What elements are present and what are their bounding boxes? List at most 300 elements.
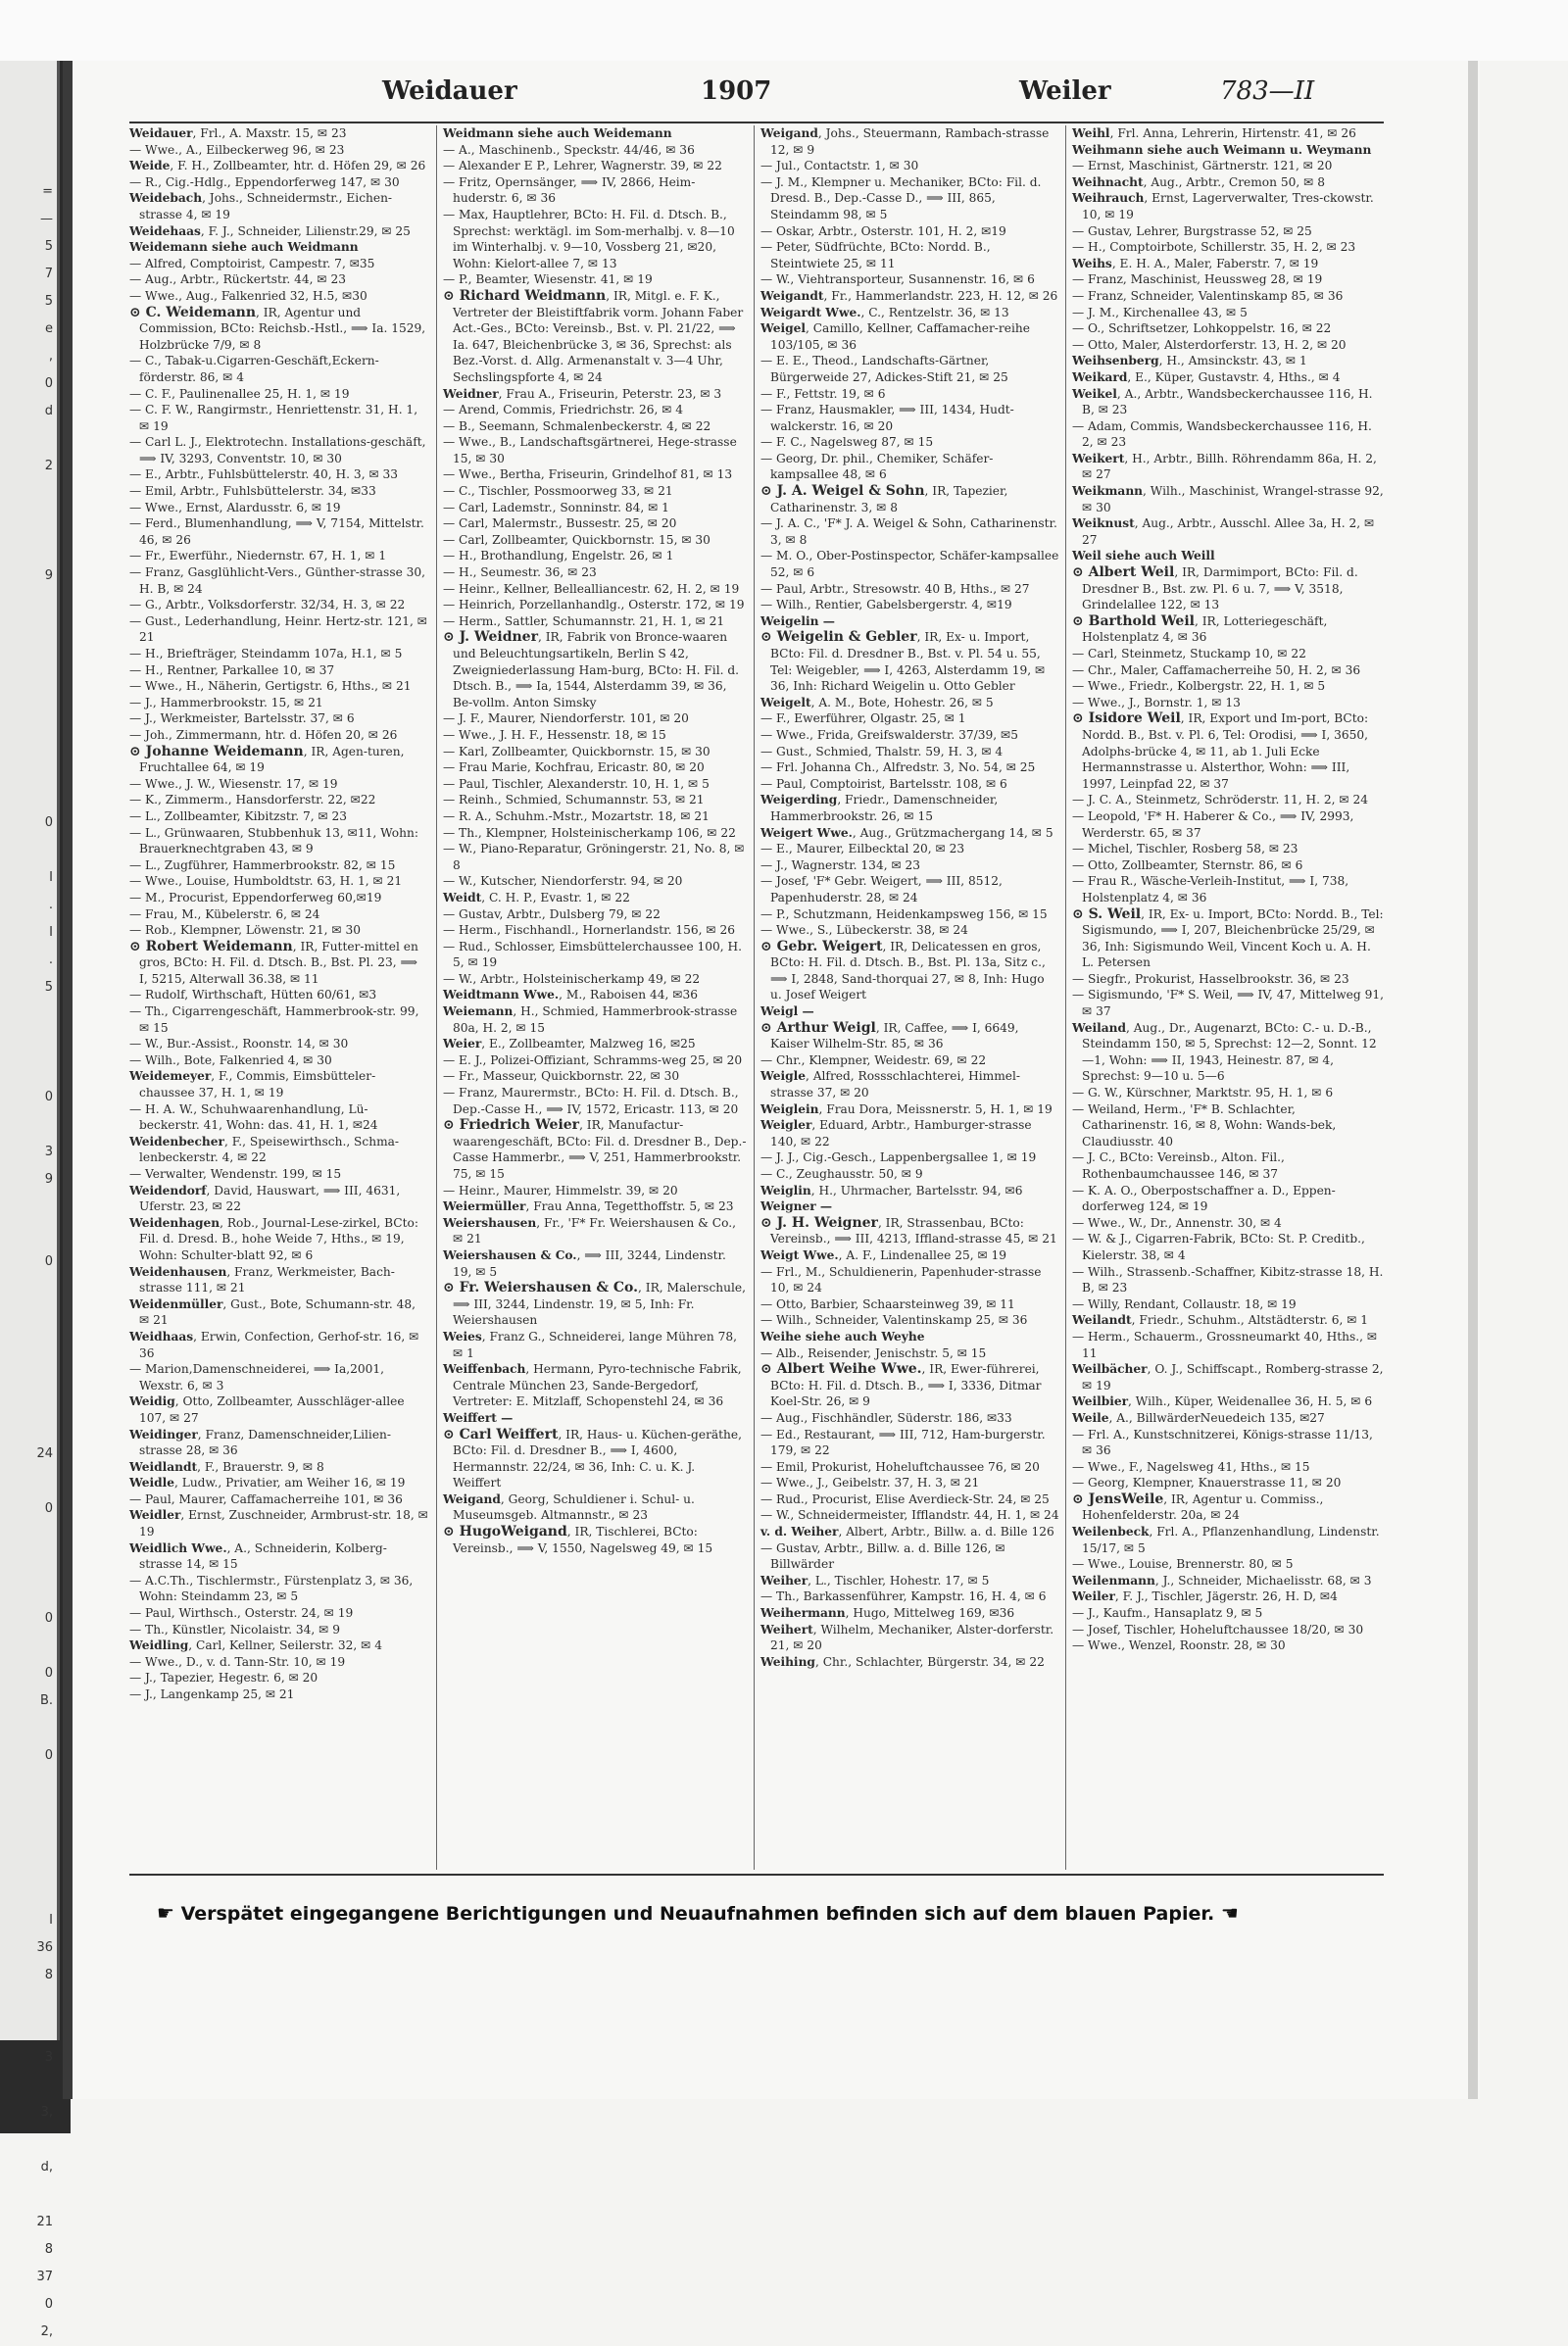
directory-entry: Weiffert — xyxy=(443,1410,514,1425)
previous-page-fragment xyxy=(0,1523,57,1550)
directory-entry: — W., Viehtransporteur, Susannenstr. 16, ✉ 6 xyxy=(760,272,1035,287)
directory-entry: Weidehaas, F. J., Schneider, Lilienstr.29, ✉ 25 xyxy=(129,223,411,238)
directory-entry: — Frau, M., Kübelerstr. 6, ✉ 24 xyxy=(129,906,320,921)
directory-entry: ⊙ J. A. Weigel & Sohn, IR, Tapezier, Catharinenstr. 3, ✉ 8 xyxy=(760,483,1008,514)
directory-entry: Weigle, Alfred, Rossschlachterei, Himmel-strasse 37, ✉ 20 xyxy=(760,1069,1020,1100)
previous-page-fragment: 37 xyxy=(36,2270,53,2284)
directory-entry: — Wwe., Bertha, Friseurin, Grindelhof 81, ✉ 13 xyxy=(443,467,733,482)
directory-entry: — Th., Klempner, Holsteinischerkamp 106, ✉ 22 xyxy=(443,825,736,840)
previous-page-fragment: 0 xyxy=(44,1090,53,1104)
directory-entry: — Chr., Klempner, Weidestr. 69, ✉ 22 xyxy=(760,1052,987,1067)
directory-entry: — Frau R., Wäsche-Verleih-Institut, ⟹ I, 738, Holstenplatz 4, ✉ 36 xyxy=(1072,874,1349,904)
directory-entry: — Herm., Fischhandl., Hornerlandstr. 156, ✉ 26 xyxy=(443,923,735,938)
directory-entry: — Emil, Arbtr., Fuhlsbüttelerstr. 34, ✉33 xyxy=(129,484,376,499)
directory-entry: — E., Arbtr., Fuhlsbüttelerstr. 40, H. 3, ✉ 33 xyxy=(129,467,399,482)
directory-entry: — Carl, Malermstr., Bussestr. 25, ✉ 20 xyxy=(443,516,677,531)
directory-entry: — G. W., Kürschner, Marktstr. 95, H. 1, ✉ 6 xyxy=(1072,1086,1334,1100)
directory-entry: Weihmann siehe auch Weimann u. Weymann xyxy=(1072,142,1372,157)
previous-page-fragment: 5 xyxy=(44,239,53,254)
directory-entry: — K. A. O., Oberpostschaffner a. D., Eppen-dorferweg 124, ✉ 19 xyxy=(1072,1183,1336,1214)
directory-entry: Weidtmann Wwe., M., Raboisen 44, ✉36 xyxy=(443,988,698,1002)
previous-page-fragment xyxy=(0,508,57,535)
header-rule xyxy=(129,122,1384,123)
previous-page-fragment xyxy=(0,535,57,562)
directory-entry: ⊙ S. Weil, IR, Ex- u. Import, BCto: Nordd. B., Tel: Sigismundo, ⟹ I, 207, Bleichenbrücke 25/29, ✉ 36, Inh: Sigismundo Weil, Vincent Koch u. A. H. L. Petersen xyxy=(1072,905,1384,970)
directory-entry: — Wwe., Ernst, Alardusstr. 6, ✉ 19 xyxy=(129,500,341,514)
previous-page-fragment xyxy=(0,590,57,617)
directory-entry: Weihnacht, Aug., Arbtr., Cremon 50, ✉ 8 xyxy=(1072,174,1325,189)
previous-page-fragment: I xyxy=(49,870,53,885)
directory-column-1 xyxy=(129,125,428,1870)
directory-entry: — Frau Marie, Kochfrau, Ericastr. 80, ✉ 20 xyxy=(443,760,705,775)
directory-entry: — Ed., Restaurant, ⟹ III, 712, Ham-burgerstr. 179, ✉ 22 xyxy=(760,1427,1046,1458)
directory-entry: — Jul., Contactstr. 1, ✉ 30 xyxy=(760,159,919,173)
directory-entry: — W., Bur.-Assist., Roonstr. 14, ✉ 30 xyxy=(129,1037,349,1051)
directory-entry: — Joh., Zimmermann, htr. d. Höfen 20, ✉ 26 xyxy=(129,727,398,742)
directory-entry: ⊙ Arthur Weigl, IR, Caffee, ⟹ I, 6649, Kaiser Wilhelm-Str. 85, ✉ 36 xyxy=(760,1019,1019,1051)
previous-page-fragment xyxy=(0,1880,57,1907)
directory-entry: — E. E., Theod., Landschafts-Gärtner, Bürgerweide 27, Adickes-Stift 21, ✉ 25 xyxy=(760,354,1008,384)
footer-notice-text: Verspätet eingegangene Berichtigungen und Neuaufnahmen befinden sich auf dem blauen Papier. xyxy=(180,1903,1215,1925)
directory-entry: — W., Arbtr., Holsteinischerkamp 49, ✉ 22 xyxy=(443,971,701,986)
directory-entry: — E. J., Polizei-Offiziant, Schramms-weg 25, ✉ 20 xyxy=(443,1052,743,1067)
directory-entry: — Reinh., Schmied, Schumannstr. 53, ✉ 21 xyxy=(443,793,705,807)
previous-page-fragment: I xyxy=(49,925,53,940)
previous-page-fragment: 8 xyxy=(44,2242,53,2257)
directory-entry: — Marion,Damenschneiderei, ⟹ Ia,2001, Wexstr. 6, ✉ 3 xyxy=(129,1362,385,1393)
directory-entry: — A.C.Th., Tischlermstr., Fürstenplatz 3, ✉ 36, Wohn: Steindamm 23, ✉ 5 xyxy=(129,1573,414,1604)
previous-page-fragment: 24 xyxy=(36,1446,53,1461)
directory-entry: — J., Wagnerstr. 134, ✉ 23 xyxy=(760,857,921,872)
directory-entry: — Herm., Schauerm., Grossneumarkt 40, Hths., ✉ 11 xyxy=(1072,1329,1378,1360)
directory-entry: Weihsenberg, H., Amsinckstr. 43, ✉ 1 xyxy=(1072,354,1307,368)
previous-page-fragment xyxy=(0,1002,57,1029)
directory-entry: Weide, F. H., Zollbeamter, htr. d. Höfen 29, ✉ 26 xyxy=(129,159,426,173)
previous-page-fragment: 5 xyxy=(44,294,53,309)
directory-entry: Weil siehe auch Weill xyxy=(1072,549,1215,563)
directory-entry: Weiffenbach, Hermann, Pyro-technische Fabrik, Centrale München 23, Sande-Bergedorf, Vertreter: E. Mitzlaff, Schopenstehl 24, ✉ 36 xyxy=(443,1362,742,1409)
directory-entry: — Frl. A., Kunstschnitzerei, Königs-strasse 11/13, ✉ 36 xyxy=(1072,1427,1373,1458)
directory-entry: — Wwe., J. H. F., Hessenstr. 18, ✉ 15 xyxy=(443,727,666,742)
directory-entry: Weilbächer, O. J., Schiffscapt., Romberg-strasse 2, ✉ 19 xyxy=(1072,1362,1384,1393)
previous-page-fragment: 9 xyxy=(44,568,53,583)
directory-entry: Weidig, Otto, Zollbeamter, Ausschläger-allee 107, ✉ 27 xyxy=(129,1394,405,1425)
directory-entry: — Fr., Masseur, Quickbornstr. 22, ✉ 30 xyxy=(443,1069,680,1084)
directory-entry: Weihs, E. H. A., Maler, Faberstr. 7, ✉ 19 xyxy=(1072,256,1319,270)
directory-entry: — J. C., BCto: Vereinsb., Alton. Fil., Rothenbaumchaussee 146, ✉ 37 xyxy=(1072,1150,1285,1181)
directory-entry: — Wwe., Frida, Greifswalderstr. 37/39, ✉5 xyxy=(760,727,1018,742)
directory-entry: — Peter, Südfrüchte, BCto: Nordd. B., Steintwiete 25, ✉ 11 xyxy=(760,240,991,270)
previous-page-fragment xyxy=(0,782,57,809)
directory-entry: — F., Ewerführer, Olgastr. 25, ✉ 1 xyxy=(760,711,966,726)
directory-entry: — Chr., Maler, Caffamacherreihe 50, H. 2, ✉ 36 xyxy=(1072,662,1361,677)
directory-entry: — Franz, Maurermstr., BCto: H. Fil. d. Dtsch. B., Dep.-Casse H., ⟹ IV, 1572, Ericastr. 113, ✉ 20 xyxy=(443,1086,739,1116)
directory-entry: — Wilh., Strassenb.-Schaffner, Kibitz-strasse 18, H. B, ✉ 23 xyxy=(1072,1264,1384,1295)
directory-entry: Weiler, F. J., Tischler, Jägerstr. 26, H. D, ✉4 xyxy=(1072,1589,1338,1604)
directory-entry: ⊙ Johanne Weidemann, IR, Agen-turen, Fruchtallee 64, ✉ 19 xyxy=(129,743,405,775)
directory-entry: — J. J., Cig.-Gesch., Lappenbergsallee 1, ✉ 19 xyxy=(760,1150,1037,1165)
directory-entry: Weigelin — xyxy=(760,613,835,628)
directory-column-4 xyxy=(1072,125,1384,1870)
directory-entry: — Carl L. J., Elektrotechn. Installations-geschäft, ⟹ IV, 3293, Conventstr. 10, ✉ 30 xyxy=(129,435,426,465)
previous-page-fragment xyxy=(0,2181,57,2209)
directory-entry: Weigardt Wwe., C., Rentzelstr. 36, ✉ 13 xyxy=(760,305,1009,319)
directory-entry: Weidinger, Franz, Damenschneider,Lilien-strasse 28, ✉ 36 xyxy=(129,1427,391,1458)
directory-entry: — H. A. W., Schuhwaarenhandlung, Lü-beckerstr. 41, Wohn: das. 41, H. 1, ✉24 xyxy=(129,1101,378,1133)
directory-entry: — J., Langenkamp 25, ✉ 21 xyxy=(129,1687,295,1701)
directory-entry: Weilandt, Friedr., Schuhm., Altstädterstr. 6, ✉ 1 xyxy=(1072,1313,1369,1328)
directory-entry: — H., Briefträger, Steindamm 107a, H.1, ✉ 5 xyxy=(129,647,403,660)
previous-page-fragment: 0 xyxy=(44,1501,53,1516)
directory-entry: ⊙ Weigelin & Gebler, IR, Ex- u. Import, BCto: Fil. d. Dresdner B., Bst. v. Pl. 54 u. 55, Tel: Weigebler, ⟹ I, 4263, Alsterdamm 19, ✉ 36, Inh: Richard Weigelin u. Otto Gebler xyxy=(760,629,1046,694)
directory-entry: — Th., Künstler, Nicolaistr. 34, ✉ 9 xyxy=(129,1622,340,1637)
directory-entry: — Karl, Zollbeamter, Quickbornstr. 15, ✉ 30 xyxy=(443,744,710,758)
directory-entry: Weiemann, H., Schmied, Hammerbrook-strasse 80a, H. 2, ✉ 15 xyxy=(443,1004,738,1035)
directory-entry: Weigand, Johs., Steuermann, Rambach-strasse 12, ✉ 9 xyxy=(760,126,1050,157)
directory-entry: — Siegfr., Prokurist, Hasselbrookstr. 36, ✉ 23 xyxy=(1072,971,1349,986)
directory-entry: — Otto, Barbier, Schaarsteinweg 39, ✉ 11 xyxy=(760,1296,1015,1311)
previous-page-fragment: 2, xyxy=(40,2324,53,2339)
directory-entry: — Otto, Maler, Alsterdorferstr. 13, H. 2, ✉ 20 xyxy=(1072,337,1347,352)
directory-entry: — C., Tabak-u.Cigarren-Geschäft,Eckern-förderstr. 86, ✉ 4 xyxy=(129,354,379,384)
directory-entry: — Franz, Hausmakler, ⟹ III, 1434, Hudt-walckerstr. 16, ✉ 20 xyxy=(760,403,1014,433)
directory-entry: — Wwe., H., Näherin, Gertigstr. 6, Hths., ✉ 21 xyxy=(129,679,412,694)
directory-entry: Weidebach, Johs., Schneidermstr., Eichen-strasse 4, ✉ 19 xyxy=(129,191,393,221)
directory-entry: Weigerding, Friedr., Damenschneider, Hammerbrookstr. 26, ✉ 15 xyxy=(760,793,999,823)
directory-entry: Weigel, Camillo, Kellner, Caffamacher-reihe 103/105, ✉ 36 xyxy=(760,321,1030,352)
directory-entry: — R. A., Schuhm.-Mstr., Mozartstr. 18, ✉ 21 xyxy=(443,808,710,823)
directory-entry: — F. C., Nagelsweg 87, ✉ 15 xyxy=(760,435,934,450)
previous-page-fragment xyxy=(0,480,57,508)
directory-entry: Weigand, Georg, Schuldiener i. Schul- u. Museumsgeb. Altmannstr., ✉ 23 xyxy=(443,1491,695,1523)
directory-entry: Weilenbeck, Frl. A., Pflanzenhandlung, Lindenstr. 15/17, ✉ 5 xyxy=(1072,1525,1380,1555)
header-right-keyword: Weiler xyxy=(1019,76,1111,106)
directory-entry: Weihert, Wilhelm, Mechaniker, Alster-dorferstr. 21, ✉ 20 xyxy=(760,1622,1054,1653)
directory-entry: Weiher, L., Tischler, Hohestr. 17, ✉ 5 xyxy=(760,1573,990,1588)
directory-entry: — J., Tapezier, Hegestr. 6, ✉ 20 xyxy=(129,1671,318,1686)
column-separator xyxy=(1065,125,1066,1870)
directory-entry: — Ernst, Maschinist, Gärtnerstr. 121, ✉ 20 xyxy=(1072,159,1333,173)
directory-column-3 xyxy=(760,125,1059,1870)
directory-entry: Weidemann siehe auch Weidmann xyxy=(129,240,359,255)
page-header xyxy=(59,76,1431,116)
previous-page-fragment xyxy=(0,645,57,672)
previous-page-fragment xyxy=(0,1797,57,1825)
directory-entry: — Michel, Tischler, Rosberg 58, ✉ 23 xyxy=(1072,842,1298,856)
directory-entry: ⊙ Robert Weidemann, IR, Futter-mittel en gros, BCto: H. Fil. d. Dtsch. B., Bst. Pl. 23, ⟹ I, 5215, Alterwall 36.38, ✉ 11 xyxy=(129,938,418,986)
directory-entry: Weihl, Frl. Anna, Lehrerin, Hirtenstr. 41, ✉ 26 xyxy=(1072,126,1356,140)
directory-entry: — Max, Hauptlehrer, BCto: H. Fil. d. Dtsch. B., Sprechst: werktägl. im Som-merhalbj. v. 8—10 im Winterhalbj. v. 9—10, Vossberg 21, ✉20, Wohn: Kielort-allee 7, ✉ 13 xyxy=(443,207,735,270)
directory-entry: — H., Seumestr. 36, ✉ 23 xyxy=(443,565,597,580)
directory-entry: — Wwe., Friedr., Kolbergstr. 22, H. 1, ✉ 5 xyxy=(1072,679,1326,694)
directory-entry: Weikert, H., Arbtr., Billh. Röhrendamm 86a, H. 2, ✉ 27 xyxy=(1072,451,1377,482)
directory-entry: — Gustav, Arbtr., Billw. a. d. Bille 126, ✉ Billwärder xyxy=(760,1540,1005,1572)
previous-page-fragment: . xyxy=(48,953,53,967)
previous-page-fragment: 0 xyxy=(44,1666,53,1681)
directory-entry: — Wwe., Louise, Humboldtstr. 63, H. 1, ✉ 21 xyxy=(129,874,403,889)
previous-page-fragment xyxy=(0,755,57,782)
directory-entry: — E., Maurer, Eilbecktal 20, ✉ 23 xyxy=(760,842,965,856)
directory-entry: — Otto, Zollbeamter, Sternstr. 86, ✉ 6 xyxy=(1072,857,1303,872)
previous-page-fragment: 21 xyxy=(36,2215,53,2229)
directory-entry: — Franz, Maschinist, Heussweg 28, ✉ 19 xyxy=(1072,272,1323,287)
previous-page-fragment xyxy=(0,727,57,755)
directory-entry: — Carl, Zollbeamter, Quickbornstr. 15, ✉ 30 xyxy=(443,532,710,547)
directory-entry: Weikmann, Wilh., Maschinist, Wrangel-strasse 92, ✉ 30 xyxy=(1072,484,1384,514)
directory-entry: — Georg, Dr. phil., Chemiker, Schäfer-kampsallee 48, ✉ 6 xyxy=(760,451,994,482)
previous-page-fragment: 0 xyxy=(44,2297,53,2312)
directory-entry: Weidlandt, F., Brauerstr. 9, ✉ 8 xyxy=(129,1459,324,1474)
directory-entry: — Rudolf, Wirthschaft, Hütten 60/61, ✉3 xyxy=(129,988,377,1002)
directory-entry: — F., Fettstr. 19, ✉ 6 xyxy=(760,386,886,401)
directory-entry: — Alfred, Comptoirist, Campestr. 7, ✉35 xyxy=(129,256,375,270)
directory-entry: — Wwe., J., Bornstr. 1, ✉ 13 xyxy=(1072,695,1241,709)
directory-entry: — Th., Barkassenführer, Kampstr. 16, H. 4, ✉ 6 xyxy=(760,1589,1047,1604)
previous-page-fragment xyxy=(0,1386,57,1413)
directory-entry: — K., Zimmerm., Hansdorferstr. 22, ✉22 xyxy=(129,793,376,807)
previous-page-fragment xyxy=(0,1413,57,1441)
previous-page-fragment xyxy=(0,1825,57,1852)
directory-entry: — M. O., Ober-Postinspector, Schäfer-kampsallee 52, ✉ 6 xyxy=(760,549,1059,580)
scanner-top-margin xyxy=(0,0,1568,61)
previous-page-fragment xyxy=(0,617,57,645)
directory-entry: Weilenmann, J., Schneider, Michaelisstr. 68, ✉ 3 xyxy=(1072,1573,1372,1588)
previous-page-fragment: 0 xyxy=(44,1254,53,1269)
directory-entry: — B., Seemann, Schmalenbeckerstr. 4, ✉ 22 xyxy=(443,418,711,433)
directory-entry: — Paul, Maurer, Caffamacherreihe 101, ✉ 36 xyxy=(129,1491,403,1506)
directory-entry: — Josef, Tischler, Hoheluftchaussee 18/20, ✉ 30 xyxy=(1072,1622,1364,1637)
directory-entry: — C. F. W., Rangirmstr., Henriettenstr. 31, H. 1, ✉ 19 xyxy=(129,403,418,433)
directory-entry: Weigl — xyxy=(760,1004,814,1019)
column-separator xyxy=(436,125,437,1870)
directory-entry: — Paul, Tischler, Alexanderstr. 10, H. 1, ✉ 5 xyxy=(443,776,710,791)
page-right-edge xyxy=(1468,61,1478,2099)
directory-entry: — J., Kaufm., Hansaplatz 9, ✉ 5 xyxy=(1072,1606,1263,1621)
header-left-keyword: Weidauer xyxy=(382,76,517,106)
directory-entry: — R., Cig.-Hdlg., Eppendorferweg 147, ✉ 30 xyxy=(129,174,400,189)
directory-entry: Weiershausen & Co., ⟹ III, 3244, Lindenstr. 19, ✉ 5 xyxy=(443,1247,726,1279)
directory-entry: — Rud., Procurist, Elise Averdieck-Str. 24, ✉ 25 xyxy=(760,1491,1050,1506)
previous-page-fragment: 0 xyxy=(44,1748,53,1763)
previous-page-fragment xyxy=(0,1221,57,1248)
directory-entry: Weidler, Ernst, Zuschneider, Armbrust-str. 18, ✉ 19 xyxy=(129,1508,428,1540)
directory-entry: — Wwe., W., Dr., Annenstr. 30, ✉ 4 xyxy=(1072,1215,1282,1230)
directory-entry: — W., Piano-Reparatur, Gröningerstr. 21, No. 8, ✉ 8 xyxy=(443,842,745,872)
previous-page-fragment xyxy=(0,1550,57,1578)
directory-entry: — Wwe., F., Nagelsweg 41, Hths., ✉ 15 xyxy=(1072,1459,1310,1474)
footer-notice xyxy=(157,1901,1382,1925)
directory-entry: Weidhaas, Erwin, Confection, Gerhof-str. 16, ✉ 36 xyxy=(129,1329,419,1360)
directory-entry: — H., Rentner, Parkallee 10, ✉ 37 xyxy=(129,662,335,677)
previous-page-fragment xyxy=(0,1852,57,1880)
directory-entry: — Franz, Gasglühlicht-Vers., Günther-strasse 30, H. B, ✉ 24 xyxy=(129,565,426,596)
directory-entry: Weidemeyer, F., Commis, Eimsbütteler-chaussee 37, H. 1, ✉ 19 xyxy=(129,1069,376,1100)
directory-entry: — Georg, Klempner, Knauerstrasse 11, ✉ 20 xyxy=(1072,1476,1342,1491)
previous-page-fragment xyxy=(0,2072,57,2099)
directory-entry: — W., Kutscher, Niendorferstr. 94, ✉ 20 xyxy=(443,874,683,889)
directory-entry: — Ferd., Blumenhandlung, ⟹ V, 7154, Mittelstr. 46, ✉ 26 xyxy=(129,516,424,547)
previous-page-fragment xyxy=(0,1029,57,1056)
directory-entry: — Gust., Lederhandlung, Heinr. Hertz-str. 121, ✉ 21 xyxy=(129,613,428,645)
directory-entry: — Verwalter, Wendenstr. 199, ✉ 15 xyxy=(129,1167,342,1181)
directory-entry: — J. M., Klempner u. Mechaniker, BCto: Fil. d. Dresd. B., Dep.-Casse D., ⟹ III, 865, Steindamm 98, ✉ 5 xyxy=(760,174,1042,221)
directory-entry: — J. F., Maurer, Niendorferstr. 101, ✉ 20 xyxy=(443,711,689,726)
directory-entry: — Oskar, Arbtr., Osterstr. 101, H. 2, ✉19 xyxy=(760,223,1006,238)
previous-page-fragment xyxy=(0,1715,57,1742)
directory-entry: Weigelt, A. M., Bote, Hohestr. 26, ✉ 5 xyxy=(760,695,994,709)
directory-entry: Weidmann siehe auch Weidemann xyxy=(443,126,672,140)
previous-page-fragment: 36 xyxy=(36,1940,53,1955)
previous-page-fragment xyxy=(0,1468,57,1495)
directory-entry: Weidenhagen, Rob., Journal-Lese-zirkel, BCto: Fil. d. Dresd. B., hohe Weide 7, Hths., ✉ 19, Wohn: Schulter-blatt 92, ✉ 6 xyxy=(129,1215,418,1262)
previous-page-fragment: I xyxy=(49,1913,53,1928)
directory-entry: ⊙ Carl Weiffert, IR, Haus- u. Küchen-geräthe, BCto: Fil. d. Dresdner B., ⟹ I, 4600, Hermannstr. 22/24, ✉ 36, Inh: C. u. K. J. Weiffert xyxy=(443,1426,742,1491)
directory-entry: Weies, Franz G., Schneiderei, lange Mühren 78, ✉ 1 xyxy=(443,1329,737,1360)
directory-entry: Weidner, Frau A., Friseurin, Peterstr. 23, ✉ 3 xyxy=(443,386,722,401)
header-page-number: 783—II xyxy=(1220,76,1315,106)
directory-entry: Weiglein, Frau Dora, Meissnerstr. 5, H. 1, ✉ 19 xyxy=(760,1101,1053,1116)
directory-entry: — J. A. C., 'F* J. A. Weigel & Sohn, Catharinenstr. 3, ✉ 8 xyxy=(760,516,1057,547)
directory-entry: — Adam, Commis, Wandsbeckerchaussee 116, H. 2, ✉ 23 xyxy=(1072,418,1372,450)
directory-entry: — Sigismundo, 'F* S. Weil, ⟹ IV, 47, Mittelweg 91, ✉ 37 xyxy=(1072,988,1384,1019)
directory-entry: — A., Maschinenb., Speckstr. 44/46, ✉ 36 xyxy=(443,142,695,157)
directory-entry: Weihermann, Hugo, Mittelweg 169, ✉36 xyxy=(760,1606,1015,1621)
directory-entry: — Alexander E P., Lehrer, Wagnerstr. 39, ✉ 22 xyxy=(443,159,722,173)
directory-entry: Weikel, A., Arbtr., Wandsbeckerchaussee 116, H. B, ✉ 23 xyxy=(1072,386,1373,417)
directory-entry: ⊙ Albert Weihe Wwe., IR, Ewer-führerei, BCto: H. Fil. d. Dtsch. B., ⟹ I, 3336, Ditmar Koel-Str. 26, ✉ 9 xyxy=(760,1361,1042,1409)
directory-entry: ⊙ JensWeile, IR, Agentur u. Commiss., Hohenfelderstr. 20a, ✉ 24 xyxy=(1072,1491,1324,1523)
directory-entry: — Willy, Rendant, Collaustr. 18, ✉ 19 xyxy=(1072,1296,1297,1311)
directory-entry: — C. F., Paulinenallee 25, H. 1, ✉ 19 xyxy=(129,386,350,401)
directory-entry: — P., Beamter, Wiesenstr. 41, ✉ 19 xyxy=(443,272,653,287)
previous-page-fragment: 3, xyxy=(40,2105,53,2120)
directory-entry: — Paul, Wirthsch., Osterstr. 24, ✉ 19 xyxy=(129,1606,354,1621)
previous-page-fragment: — xyxy=(40,212,53,226)
directory-entry: — Wwe., S., Lübeckerstr. 38, ✉ 24 xyxy=(760,923,968,938)
directory-entry: — J., Werkmeister, Bartelsstr. 37, ✉ 6 xyxy=(129,711,355,726)
directory-entry: ⊙ Richard Weidmann, IR, Mitgl. e. F. K., Vertreter der Bleistiftfabrik vorm. Johann Faber Act.-Ges., BCto: Vereinsb., Bst. v. Pl. 21/22, ⟹ Ia. 647, Bleichenbrücke 3, ✉ 36, Sprechst: als Bez.-Vorst. d. Allg. Armenanstalt v. 3—4 Uhr, Sechslingspforte 4, ✉ 24 xyxy=(443,287,744,384)
previous-page-fragment: 2 xyxy=(44,459,53,473)
directory-entry: — Gustav, Arbtr., Dulsberg 79, ✉ 22 xyxy=(443,906,661,921)
directory-entry: Weier, E., Zollbeamter, Malzweg 16, ✉25 xyxy=(443,1037,696,1051)
column-separator xyxy=(754,125,755,1870)
directory-entry: — Heinr., Maurer, Himmelstr. 39, ✉ 20 xyxy=(443,1183,678,1197)
directory-entry: — C., Tischler, Possmoorweg 33, ✉ 21 xyxy=(443,484,673,499)
directory-entry: — Carl, Steinmetz, Stuckamp 10, ✉ 22 xyxy=(1072,647,1306,660)
directory-entry: — Alb., Reisender, Jenischstr. 5, ✉ 15 xyxy=(760,1345,987,1360)
directory-entry: — Frl., M., Schuldienerin, Papenhuder-strasse 10, ✉ 24 xyxy=(760,1264,1042,1295)
directory-entry: — J., Hammerbrookstr. 15, ✉ 21 xyxy=(129,695,323,709)
directory-entry: — Fritz, Opernsänger, ⟹ IV, 2866, Heim-huderstr. 6, ✉ 36 xyxy=(443,174,696,206)
pointing-hand-left-icon: ☛ xyxy=(157,1901,174,1925)
previous-page-fragment: , xyxy=(48,349,53,364)
previous-page-fragment: 0 xyxy=(44,1611,53,1626)
directory-entry: ⊙ Friedrich Weier, IR, Manufactur-waarengeschäft, BCto: Fil. d. Dresdner B., Dep.-Casse Hammerbr., ⟹ V, 251, Hammerbrookstr. 75, ✉ 15 xyxy=(443,1117,747,1181)
directory-entry: — Wilh., Rentier, Gabelsbergerstr. 4, ✉19 xyxy=(760,598,1012,612)
directory-entry: — Wwe., J. W., Wiesenstr. 17, ✉ 19 xyxy=(129,776,338,791)
directory-entry: — Franz, Schneider, Valentinskamp 85, ✉ 36 xyxy=(1072,288,1344,303)
previous-page-fragment: 3 xyxy=(44,2050,53,2065)
directory-entry: Weiknust, Aug., Arbtr., Ausschl. Allee 3a, H. 2, ✉ 27 xyxy=(1072,516,1375,547)
directory-entry: — Wwe., B., Landschaftsgärtnerei, Hege-strasse 15, ✉ 30 xyxy=(443,435,737,465)
directory-entry: Weiershausen, Fr., 'F* Fr. Weiershausen & Co., ✉ 21 xyxy=(443,1215,737,1246)
directory-entry: Weiglin, H., Uhrmacher, Bartelsstr. 94, ✉6 xyxy=(760,1183,1023,1197)
directory-entry: — Aug., Fischhändler, Süderstr. 186, ✉33 xyxy=(760,1410,1012,1425)
directory-entry: Weihrauch, Ernst, Lagerverwalter, Tres-ckowstr. 10, ✉ 19 xyxy=(1072,191,1374,221)
previous-page-fragment: = xyxy=(42,184,53,199)
directory-entry: — L., Zugführer, Hammerbrookstr. 82, ✉ 15 xyxy=(129,857,396,872)
directory-entry: — Wwe., J., Geibelstr. 37, H. 3, ✉ 21 xyxy=(760,1476,980,1491)
previous-page-fragment xyxy=(0,1770,57,1797)
directory-entry: — Fr., Ewerführ., Niedernstr. 67, H. 1, ✉ 1 xyxy=(129,549,387,563)
previous-page-fragment xyxy=(0,1276,57,1303)
directory-entry: Weidendorf, David, Hauswart, ⟹ III, 4631, Uferstr. 23, ✉ 22 xyxy=(129,1183,401,1214)
directory-entry: Weiermüller, Frau Anna, Tegetthoffstr. 5, ✉ 23 xyxy=(443,1199,734,1214)
directory-entry: Weidenbecher, F., Speisewirthsch., Schma-lenbeckerstr. 4, ✉ 22 xyxy=(129,1134,400,1165)
previous-page-fragment xyxy=(0,700,57,727)
directory-entry: Weidenmüller, Gust., Bote, Schumann-str. 48, ✉ 21 xyxy=(129,1296,416,1328)
previous-page-fragment xyxy=(0,1358,57,1386)
directory-entry: — Gust., Schmied, Thalstr. 59, H. 3, ✉ 4 xyxy=(760,744,1004,758)
directory-entry: ⊙ Albert Weil, IR, Darmimport, BCto: Fil. d. Dresdner B., Bst. zw. Pl. 6 u. 7, ⟹ V, 3518, Grindelallee 122, ✉ 13 xyxy=(1072,564,1358,612)
directory-entry: ⊙ J. H. Weigner, IR, Strassenbau, BCto: Vereinsb., ⟹ III, 4213, Iffland-strasse 45, ✉ 21 xyxy=(760,1214,1057,1246)
previous-page-fragment xyxy=(0,1303,57,1331)
directory-entry: v. d. Weiher, Albert, Arbtr., Billw. a. d. Bille 126 xyxy=(760,1525,1054,1540)
directory-entry: — Herm., Sattler, Schumannstr. 21, H. 1, ✉ 21 xyxy=(443,613,725,628)
directory-entry: Weihing, Chr., Schlachter, Bürgerstr. 34, ✉ 22 xyxy=(760,1654,1045,1669)
directory-entry: — Th., Cigarrengeschäft, Hammerbrook-str. 99, ✉ 15 xyxy=(129,1004,419,1035)
previous-page-fragment: 8 xyxy=(44,1968,53,1982)
directory-entry: — W., Schneidermeister, Ifflandstr. 44, H. 1, ✉ 24 xyxy=(760,1508,1059,1523)
directory-entry: Weigler, Eduard, Arbtr., Hamburger-strasse 140, ✉ 22 xyxy=(760,1118,1032,1149)
directory-entry: ⊙ Isidore Weil, IR, Export und Im-port, BCto: Nordd. B., Bst. v. Pl. 6, Tel: Orodisi, ⟹ I, 3650, Adolphs-brücke 4, ✉ 11, ab 1. Juli Ecke Hermannstrasse u. Alsterthor, Wohn: ⟹ III, 1997, Leinpfad 22, ✉ 37 xyxy=(1072,710,1369,791)
directory-entry: — Arend, Commis, Friedrichstr. 26, ✉ 4 xyxy=(443,403,684,417)
directory-entry: Weigt Wwe., A. F., Lindenallee 25, ✉ 19 xyxy=(760,1247,1007,1262)
previous-page-fragment xyxy=(0,1194,57,1221)
directory-entry: — Wwe., A., Eilbeckerweg 96, ✉ 23 xyxy=(129,142,345,157)
directory-entry: — Wwe., Aug., Falkenried 32, H.5, ✉30 xyxy=(129,288,368,303)
directory-entry: — Wwe., Wenzel, Roonstr. 28, ✉ 30 xyxy=(1072,1638,1286,1653)
directory-entry: — Weiland, Herm., 'F* B. Schlachter, Catharinenstr. 16, ✉ 8, Wohn: Wands-bek, Claudiusstr. 40 xyxy=(1072,1101,1337,1149)
directory-entry: Weidt, C. H. P., Evastr. 1, ✉ 22 xyxy=(443,890,630,904)
directory-entry: — O., Schriftsetzer, Lohkoppelstr. 16, ✉ 22 xyxy=(1072,321,1332,336)
directory-entry: ⊙ Barthold Weil, IR, Lotteriegeschäft, Holstenplatz 4, ✉ 36 xyxy=(1072,612,1328,645)
previous-page-fragment: B. xyxy=(39,1693,53,1708)
previous-page-fragment: 5 xyxy=(44,980,53,995)
directory-entry: — L., Zollbeamter, Kibitzstr. 7, ✉ 23 xyxy=(129,808,348,823)
previous-page-fragment xyxy=(0,1989,57,2017)
directory-entry: ⊙ J. Weidner, IR, Fabrik von Bronce-waaren und Beleuchtungsartikeln, Berlin S 42, Zweigniederlassung Ham-burg, BCto: H. Fil. d. Dtsch. B., ⟹ Ia, 1544, Alsterdamm 39, ✉ 36, Be-vollm. Anton Simsky xyxy=(443,629,740,709)
directory-entry: Weigner — xyxy=(760,1199,833,1214)
previous-page-fragment xyxy=(0,672,57,700)
previous-page-fragment xyxy=(0,837,57,864)
header-year: 1907 xyxy=(701,76,772,106)
directory-entry: — Wilh., Schneider, Valentinskamp 25, ✉ 36 xyxy=(760,1313,1028,1328)
pointing-hand-right-icon: ☚ xyxy=(1220,1901,1239,1925)
directory-entry: — Frl. Johanna Ch., Alfredstr. 3, No. 54, ✉ 25 xyxy=(760,760,1036,775)
directory-entry: — Gustav, Lehrer, Burgstrasse 52, ✉ 25 xyxy=(1072,223,1312,238)
directory-entry: — Wilh., Bote, Falkenried 4, ✉ 30 xyxy=(129,1052,332,1067)
directory-entry: Weidlich Wwe., A., Schneiderin, Kolberg-strasse 14, ✉ 15 xyxy=(129,1540,387,1572)
previous-page-fragment xyxy=(0,1331,57,1358)
directory-entry: — Rob., Klempner, Löwenstr. 21, ✉ 30 xyxy=(129,923,362,938)
previous-page-fragment xyxy=(0,1056,57,1084)
previous-page-fragment xyxy=(0,1111,57,1139)
previous-page-edge xyxy=(0,61,60,2339)
directory-entry: Weikard, E., Küper, Gustavstr. 4, Hths., ✉ 4 xyxy=(1072,369,1341,384)
directory-entry: ⊙ Fr. Weiershausen & Co., IR, Malerschule, ⟹ III, 3244, Lindenstr. 19, ✉ 5, Inh: Fr. Weiershausen xyxy=(443,1280,746,1328)
directory-entry: Weigert Wwe., Aug., Grützmachergang 14, ✉ 5 xyxy=(760,825,1054,840)
